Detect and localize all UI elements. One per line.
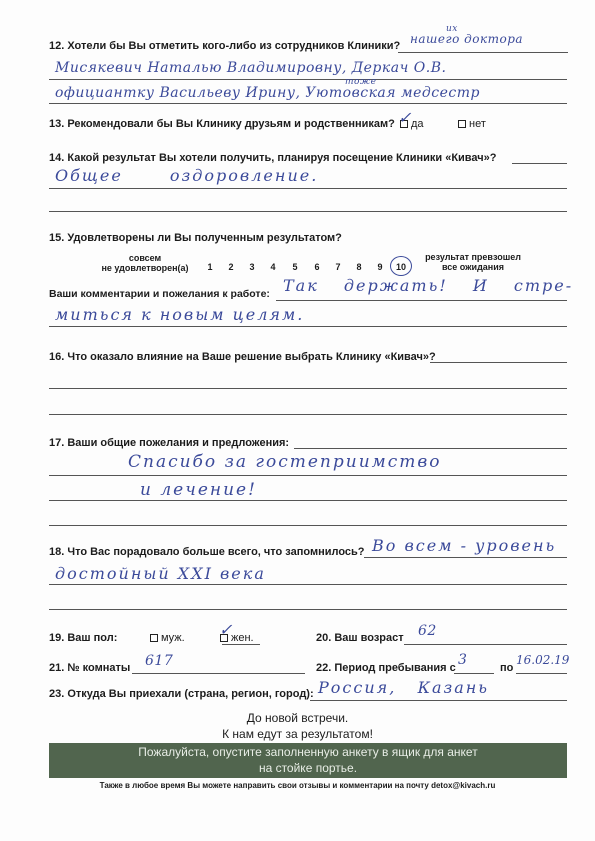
q22-to-handwriting: 16.02.19: [516, 653, 570, 667]
scale-8[interactable]: 8: [356, 262, 362, 272]
q21-handwriting: 617: [145, 653, 174, 669]
q14-label: 14. Какой результат Вы хотели получить, планируя посещение Клиники «Кивач»?: [49, 152, 497, 164]
q12-line-0: [398, 52, 568, 53]
q17-line-2: [49, 500, 567, 501]
q12-handwriting-top: нашего доктора: [410, 32, 524, 46]
q23-label: 23. Откуда Вы приехали (страна, регион, город):: [49, 688, 314, 700]
checkmark-icon: ✓: [219, 620, 233, 639]
q22-label: 22. Период пребывания с: [316, 662, 456, 674]
q17-line-3: [49, 525, 567, 526]
q12-line-1: [49, 79, 567, 80]
q18-line-0: [364, 557, 567, 558]
q17-line-1: [49, 475, 567, 476]
q18-handwriting-2: достойный XXI века: [55, 564, 266, 583]
q13-label: 13. Рекомендовали бы Вы Клинику друзьям и родственникам?: [49, 118, 395, 130]
q21-label: 21. № комнаты: [49, 662, 131, 674]
q12-handwriting-above: их: [446, 24, 458, 34]
q14-line-0: [512, 163, 567, 164]
scale-2[interactable]: 2: [228, 262, 234, 272]
q20-label: 20. Ваш возраст: [316, 632, 404, 644]
q18-line-2: [49, 609, 567, 610]
q12-label: 12. Хотели бы Вы отметить кого-либо из сотрудников Клиники?: [49, 40, 401, 52]
q16-line-2: [49, 414, 567, 415]
q14-handwriting: Общее оздоровление.: [55, 166, 319, 185]
q17-label: 17. Ваши общие пожелания и предложения:: [49, 437, 290, 449]
q17-handwriting-1: Спасибо за гостеприимство: [128, 452, 442, 472]
q18-line-1: [49, 584, 567, 585]
q15-left-label: совсем не удовлетворен(а): [101, 253, 189, 273]
q19-line: [222, 644, 260, 645]
q15-line-2: [49, 326, 567, 327]
q13-yes-label: да: [411, 118, 424, 130]
closing-line-2: К нам едут за результатом!: [222, 727, 373, 741]
q22-to-line: [516, 673, 567, 674]
scale-1[interactable]: 1: [207, 262, 213, 272]
q20-handwriting: 62: [418, 623, 437, 639]
checkbox-icon[interactable]: [150, 634, 158, 642]
q19-female-label: жен.: [231, 632, 254, 644]
q19-male-label: муж.: [161, 632, 185, 644]
scale-6[interactable]: 6: [314, 262, 320, 272]
q17-handwriting-2: и лечение!: [140, 480, 257, 500]
q14-line-2: [49, 211, 567, 212]
q15-handwriting-1: Так держать! И стре-: [283, 276, 574, 295]
q14-line-1: [49, 188, 567, 189]
scale-3[interactable]: 3: [249, 262, 255, 272]
q12-handwriting-2: официантку Васильеву Ирину, Уютовская медсестр: [55, 85, 480, 101]
q23-line: [310, 700, 567, 701]
q22-to-label: по: [500, 662, 514, 674]
footnote: Также в любое время Вы можете направить свои отзывы и комментарии на почту detox@kivach.ru: [99, 781, 496, 790]
q20-line: [404, 644, 567, 645]
q18-handwriting-1: Во всем - уровень: [372, 536, 557, 555]
q15-comments-label: Ваши комментарии и пожелания к работе:: [49, 288, 270, 300]
checkmark-icon: ✓: [398, 108, 412, 127]
checkbox-icon[interactable]: [458, 120, 466, 128]
q16-line-1: [49, 388, 567, 389]
banner-line-1: Пожалуйста, опустите заполненную анкету в ящик для анкет: [138, 745, 478, 759]
q15-line-1: [276, 300, 567, 301]
footer-banner: [49, 743, 567, 778]
q12-line-2: [49, 103, 567, 104]
q13-no-option[interactable]: [458, 118, 486, 130]
q12-handwriting-above-2: тоже: [345, 77, 377, 87]
banner-line-2: на стойке портье.: [258, 761, 358, 775]
scale-10[interactable]: 10: [395, 262, 406, 272]
q22-from-handwriting: 3: [458, 652, 468, 668]
scale-9[interactable]: 9: [377, 262, 383, 272]
selected-circle-icon: [390, 256, 412, 276]
q12-handwriting-1: Мисякевич Наталью Владимировну, Деркач О.В.: [55, 60, 447, 76]
q15-label: 15. Удовлетворены ли Вы полученным результатом?: [49, 232, 342, 244]
scale-5[interactable]: 5: [292, 262, 298, 272]
q23-handwriting: Россия, Казань: [318, 678, 489, 697]
q16-line-0: [430, 362, 567, 363]
closing-line-1: До новой встречи.: [246, 711, 349, 725]
q17-line-0: [294, 448, 567, 449]
q19-label: 19. Ваш пол:: [49, 632, 118, 644]
q18-label: 18. Что Вас порадовало больше всего, что запомнилось?: [49, 546, 365, 558]
q16-label: 16. Что оказало влияние на Ваше решение выбрать Клинику «Кивач»?: [49, 351, 436, 363]
q22-from-line: [454, 673, 494, 674]
q19-male-option[interactable]: [150, 632, 185, 644]
scale-4[interactable]: 4: [270, 262, 276, 272]
q15-handwriting-2: миться к новым целям.: [55, 305, 305, 324]
q21-line: [132, 673, 305, 674]
q13-no-label: нет: [469, 118, 486, 130]
q15-right-label: результат превзошел все ожидания: [425, 252, 521, 272]
scale-7[interactable]: 7: [335, 262, 341, 272]
